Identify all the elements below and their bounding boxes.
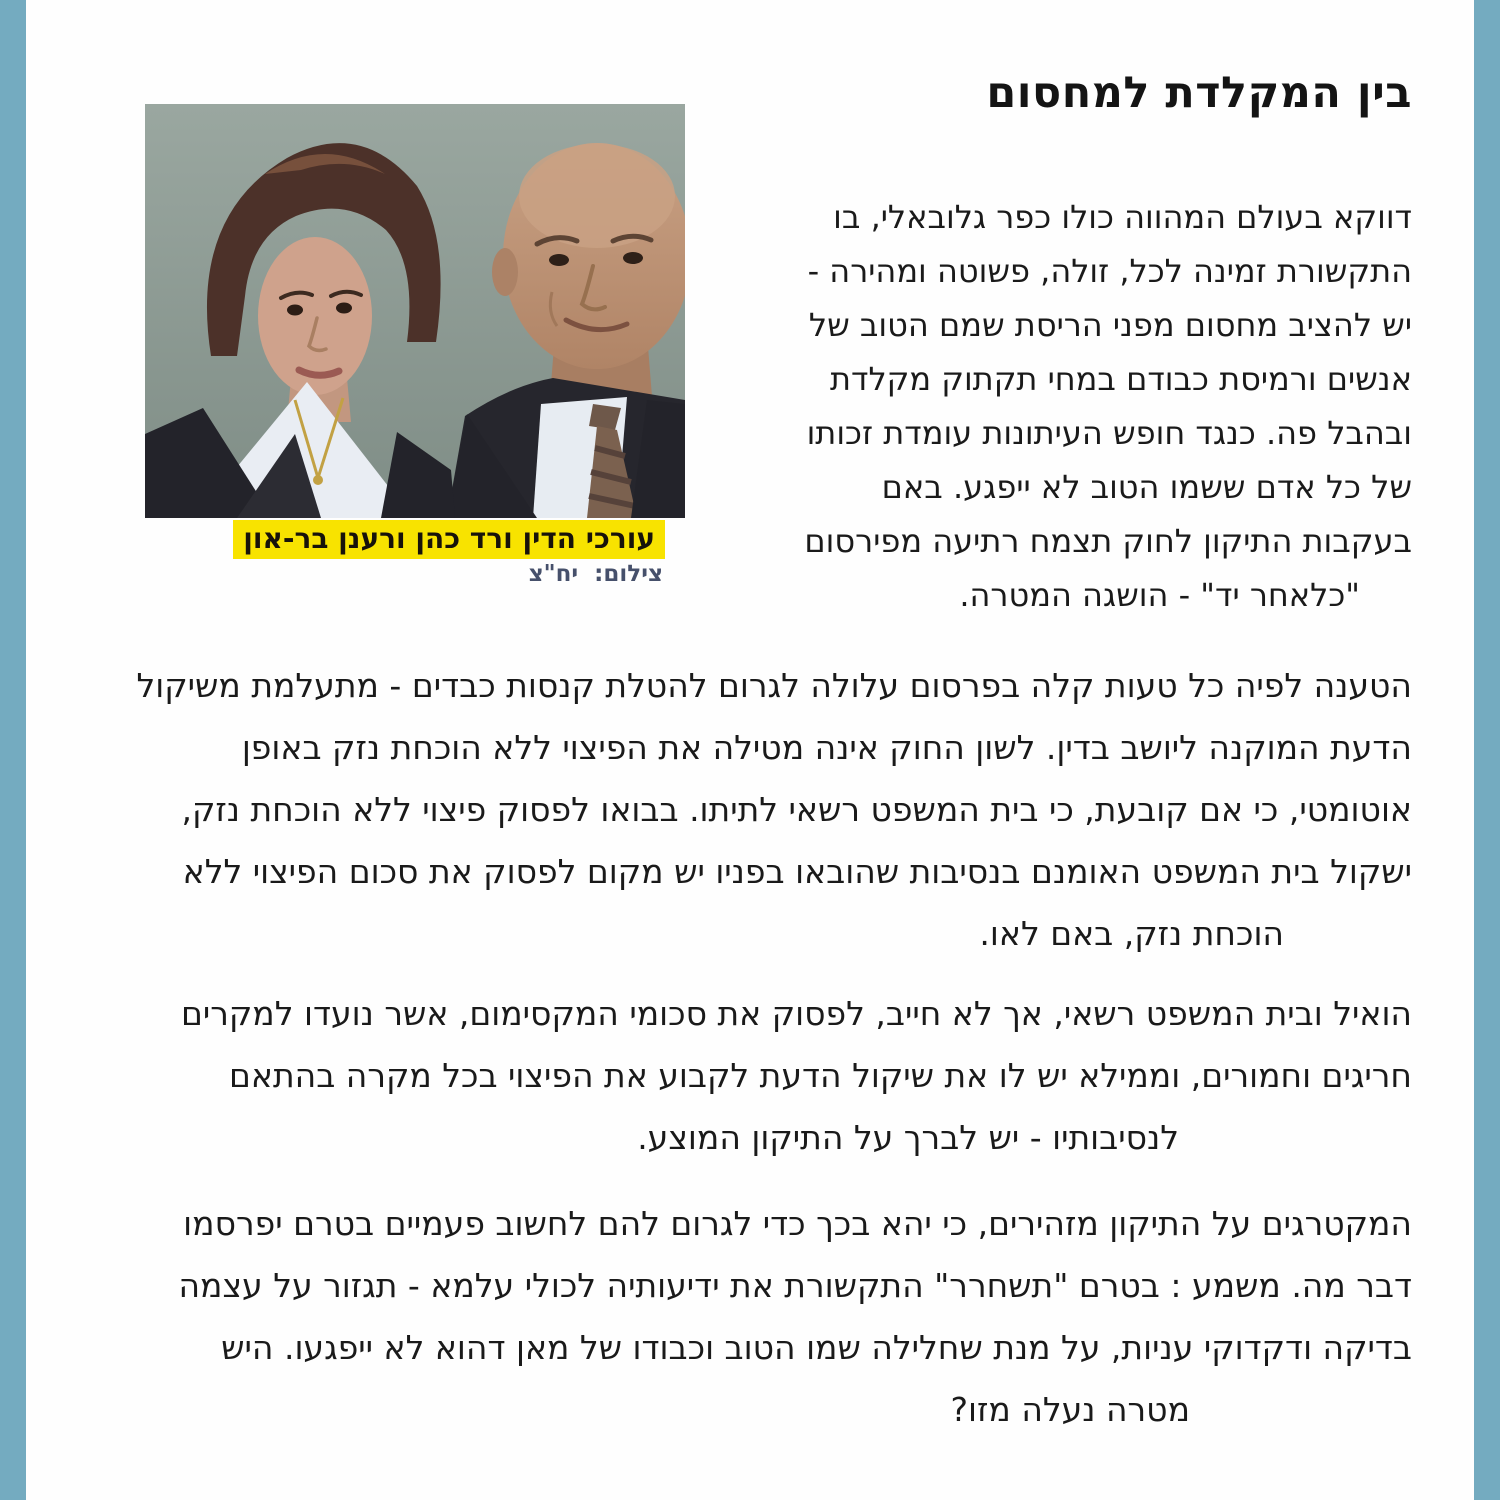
body-paragraph-1 <box>136 655 1412 965</box>
lawyers-photo-illustration <box>145 104 685 518</box>
text-line: ישקול בית המשפט האומנם בנסיבות שהובאו בפניו יש מקום לפסוק את סכום הפיצוי ללא <box>182 852 1412 891</box>
right-margin-band <box>1474 0 1500 1500</box>
text-line: הוכחת נזק, באם לאו. <box>979 914 1284 953</box>
text-line: של כל אדם ששמו הטוב לא ייפגע. באם <box>881 468 1412 506</box>
text-line: דווקא בעולם המהווה כולו כפר גלובאלי, בו <box>833 198 1412 236</box>
text-line: הואיל ובית המשפט רשאי, אך לא חייב, לפסוק את סכומי המקסימום, אשר נועדו למקרים <box>180 994 1412 1033</box>
body-paragraph-3 <box>146 1193 1412 1441</box>
text-line: חריגים וחמורים, וממילא יש לו את שיקול הדעת לקבוע את הפיצוי בכל מקרה בהתאם <box>229 1056 1412 1095</box>
article-title: בין המקלדת למחסום <box>986 68 1412 118</box>
text-line: אוטומטי, כי אם קובעת, כי בית המשפט רשאי לתיתו. בבואו לפסוק פיצוי ללא הוכחת נזק, <box>181 790 1412 829</box>
text-line: בדיקה ודקדוקי עניות, על מנת שחלילה שמו הטוב וכבודו של מאן דהוא לא ייפגעו. היש <box>221 1328 1412 1367</box>
text-line: יש להציב מחסום מפני הריסת שמם הטוב של <box>808 306 1412 344</box>
text-line: אנשים ורמיסת כבודם במחי תקתוק מקלדת <box>829 360 1412 398</box>
text-line: מטרה נעלה מזו? <box>950 1390 1190 1429</box>
body-paragraph-2 <box>146 983 1412 1169</box>
text-line: דבר מה. משמע : בטרם "תשחרר" התקשורת את ידיעותיה לכולי עלמא - תגזור על עצמה <box>178 1266 1412 1305</box>
text-line: התקשורת זמינה לכל, זולה, פשוטה ומהירה - <box>807 252 1412 290</box>
text-line: המקטרגים על התיקון מזהירים, כי יהא בכך כדי לגרום להם לחשוב פעמיים בטרם יפרסמו <box>183 1204 1412 1243</box>
photo-credit: צילום: יח"צ <box>528 561 663 587</box>
lawyers-photo <box>145 104 685 518</box>
text-line: בעקבות התיקון לחוק תצמח רתיעה מפירסום <box>804 522 1412 560</box>
photo-caption-text: עורכי הדין ורד כהן ורענן בר-און <box>243 522 655 555</box>
text-line: "כלאחר יד" - הושגה המטרה. <box>959 576 1360 614</box>
photo-caption-highlight <box>233 520 665 559</box>
text-line: ובהבל פה. כנגד חופש העיתונות עומדת זכותו <box>806 414 1412 452</box>
left-margin-band <box>0 0 26 1500</box>
text-line: הדעת המוקנה ליושב בדין. לשון החוק אינה מטילה את הפיצוי ללא הוכחת נזק באופן <box>241 728 1412 767</box>
text-line: הטענה לפיה כל טעות קלה בפרסום עלולה לגרום להטלת קנסות כבדים - מתעלמת משיקול <box>136 666 1412 705</box>
text-line: לנסיבותיו - יש לברך על התיקון המוצע. <box>637 1118 1179 1157</box>
intro-paragraph <box>744 190 1412 622</box>
